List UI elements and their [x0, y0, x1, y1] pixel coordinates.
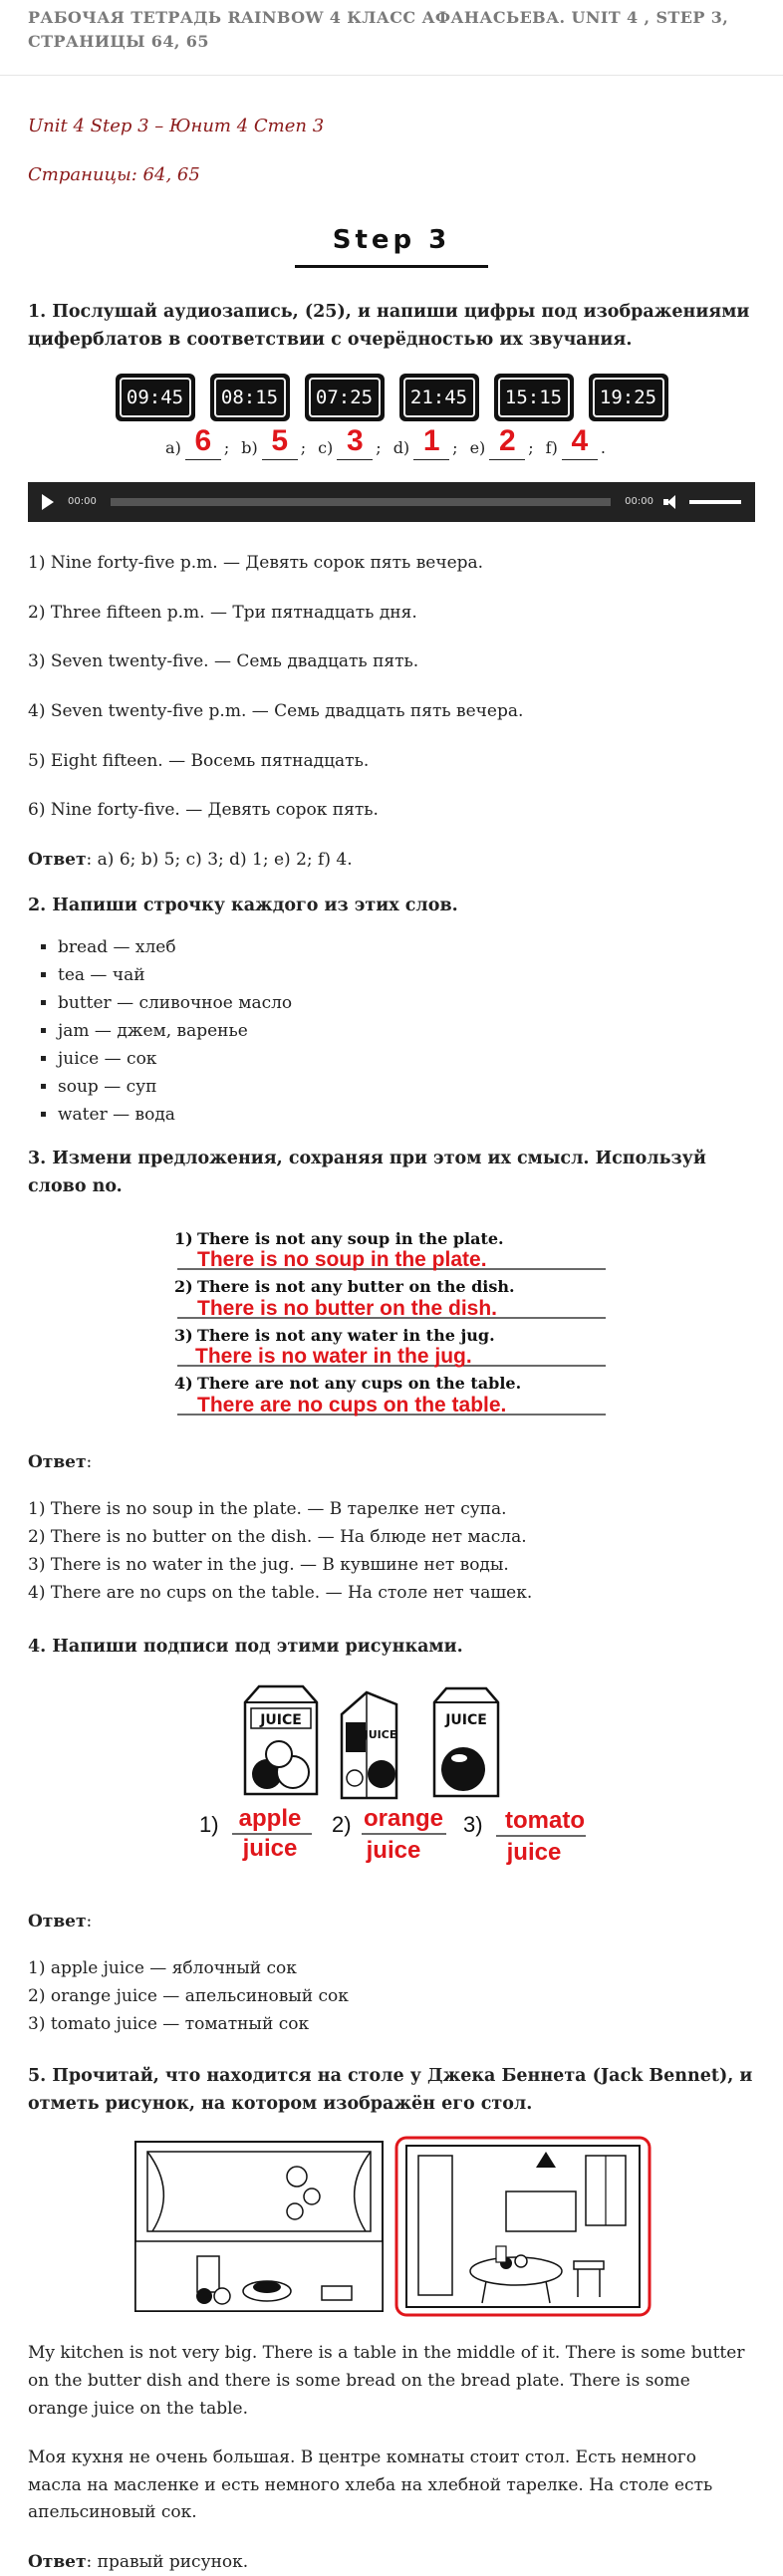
- total-time: 00:00: [625, 496, 653, 508]
- step-title: [28, 219, 755, 268]
- clock-answers: [28, 423, 755, 460]
- volume-icon[interactable]: [663, 495, 681, 509]
- caption-word: juice: [366, 1836, 421, 1864]
- task5-answer: [28, 2549, 755, 2576]
- task4-answers: [28, 1954, 755, 2038]
- answer-line: 4) There are no cups on the table. — На столе нет чашек.: [28, 1582, 533, 1603]
- box-label: JUICE: [260, 1711, 302, 1728]
- clock-a: [116, 374, 195, 421]
- clock-b-time: 08:15: [214, 378, 286, 417]
- answer-colon: :: [86, 1912, 93, 1932]
- caption-number: 2): [332, 1811, 352, 1837]
- task5-heading: 5. Прочитай, что находится на столе у Джека Беннета (Jack Bennet), и отметь рисунок, на котором изображён его стол.: [28, 2065, 753, 2114]
- clock-f-time: 19:25: [593, 378, 664, 417]
- answer-d: [393, 423, 458, 460]
- answer-letter: b): [241, 437, 258, 457]
- clock-a-time: 09:45: [120, 378, 191, 417]
- caption-word: orange: [363, 1804, 444, 1832]
- answer-separator: .: [600, 437, 606, 457]
- answer-separator: ;: [376, 437, 382, 457]
- task1-heading: 1. Послушай аудиозапись, (25), и напиши цифры под изображениями циферблатов в соответствии с очерёдностью их звучания.: [28, 302, 750, 351]
- item-number: 1): [174, 1229, 193, 1249]
- current-time: 00:00: [68, 496, 97, 508]
- left-kitchen-picture: [135, 2142, 383, 2311]
- juice-boxes-image: [28, 1674, 755, 1894]
- clock-d-time: 21:45: [403, 378, 475, 417]
- caption-number: 3): [463, 1811, 483, 1837]
- play-icon[interactable]: [42, 494, 54, 510]
- answer-number: 6: [185, 423, 221, 460]
- answer-letter: d): [392, 437, 410, 457]
- transcript-line: 2) Three fifteen p.m. — Три пятнадцать дня.: [28, 602, 417, 623]
- answer-line: 1) There is no soup in the plate. — В тарелке нет супа.: [28, 1498, 507, 1519]
- apple-juice-box: [245, 1686, 317, 1794]
- answer-letter: a): [165, 437, 181, 457]
- clock-faces: [28, 374, 755, 421]
- item-answer: There is no soup in the plate.: [197, 1248, 487, 1272]
- task4-answer-label: [28, 1909, 755, 1936]
- answer-b: [241, 423, 306, 460]
- answer-separator: ;: [528, 437, 534, 457]
- task3-answer-label: [28, 1449, 755, 1477]
- caption-word: juice: [242, 1834, 298, 1862]
- site-header: [0, 0, 783, 76]
- item-question: There is not any butter on the dish.: [197, 1277, 515, 1297]
- item-answer: There is no butter on the dish.: [197, 1297, 498, 1321]
- volume-slider[interactable]: [689, 500, 741, 504]
- clock-e: [494, 374, 574, 421]
- right-kitchen-picture: [396, 2138, 650, 2315]
- kitchen-pictures-image: [28, 2132, 755, 2321]
- item-answer: There are no cups on the table.: [197, 1394, 507, 1417]
- list-item: ▪ juice — сок: [58, 1045, 755, 1073]
- clock-c-time: 07:25: [309, 378, 381, 417]
- transcript-line: 1) Nine forty-five p.m. — Девять сорок пять вечера.: [28, 553, 484, 574]
- answer-a: [165, 423, 229, 460]
- clock-d: [399, 374, 479, 421]
- answer-text: : a) 6; b) 5; c) 3; d) 1; e) 2; f) 4.: [86, 849, 353, 870]
- answer-line: 2) orange juice — апельсиновый сок: [28, 1985, 349, 2006]
- answer-line: 2) There is no butter on the dish. — На блюде нет масла.: [28, 1526, 527, 1547]
- item-question: There is not any water in the jug.: [197, 1326, 495, 1346]
- item-number: 2): [174, 1277, 193, 1297]
- clock-b: [210, 374, 290, 421]
- item-question: There are not any cups on the table.: [197, 1374, 522, 1394]
- transcript-line: 5) Eight fifteen. — Восемь пятнадцать.: [28, 750, 370, 771]
- answer-label: Ответ: [28, 849, 87, 870]
- answer-line: 3) tomato juice — томатный сок: [28, 2013, 310, 2034]
- answer-letter: c): [318, 437, 334, 457]
- task4-heading: 4. Напиши подписи под этими рисунками.: [28, 1636, 463, 1657]
- sentences-exercise-image: [28, 1214, 755, 1423]
- answer-label: Ответ: [28, 1912, 87, 1932]
- answer-separator: ;: [223, 437, 230, 457]
- list-item: ▪ soup — суп: [58, 1073, 755, 1101]
- answer-line: 1) apple juice — яблочный сок: [28, 1957, 297, 1978]
- answer-number: 3: [337, 423, 373, 460]
- answer-number: 5: [262, 423, 298, 460]
- unit-line: Unit 4 Step 3 – Юнит 4 Степ 3: [28, 116, 325, 136]
- clock-f: [589, 374, 668, 421]
- tomato-juice-box: [434, 1688, 498, 1796]
- box-label: JUICE: [364, 1727, 397, 1741]
- caption-word: juice: [506, 1838, 562, 1866]
- answer-line: 3) There is no water in the jug. — В кувшине нет воды.: [28, 1554, 509, 1575]
- list-item: ▪ water — вода: [58, 1101, 755, 1129]
- caption-number: 1): [199, 1811, 219, 1837]
- clock-c: [305, 374, 385, 421]
- answer-letter: f): [545, 437, 558, 457]
- answer-c: [318, 423, 382, 460]
- transcript-line: 6) Nine forty-five. — Девять сорок пять.: [28, 800, 379, 821]
- list-item: ▪ bread — хлеб: [58, 933, 755, 961]
- item-question: There is not any soup in the plate.: [197, 1229, 504, 1249]
- answer-label: Ответ: [28, 2551, 87, 2572]
- caption-word: apple: [238, 1804, 302, 1832]
- page-title: РАБОЧАЯ ТЕТРАДЬ RAINBOW 4 КЛАСС АФАНАСЬЕВА. UNIT 4 , STEP 3, СТРАНИЦЫ 64, 65: [28, 8, 729, 51]
- task2-heading: 2. Напиши строчку каждого из этих слов.: [28, 896, 458, 916]
- task3-answers: [28, 1495, 755, 1607]
- answer-text: : правый рисунок.: [86, 2551, 249, 2572]
- pages-line: Страницы: 64, 65: [28, 164, 200, 186]
- item-answer: There is no water in the jug.: [195, 1345, 472, 1369]
- answer-separator: ;: [300, 437, 307, 457]
- clock-e-time: 15:15: [498, 378, 570, 417]
- task1-answer: [28, 847, 755, 875]
- box-label: JUICE: [445, 1711, 487, 1728]
- list-item: ▪ tea — чай: [58, 961, 755, 989]
- answer-label: Ответ: [28, 1452, 87, 1472]
- transcript-line: 4) Seven twenty-five p.m. — Семь двадцать пять вечера.: [28, 701, 524, 722]
- step-title-text: Step 3: [295, 219, 489, 268]
- transcript-line: 3) Seven twenty-five. — Семь двадцать пять.: [28, 651, 419, 672]
- list-item: ▪ butter — сливочное масло: [58, 989, 755, 1017]
- task5-text-ru: Моя кухня не очень большая. В центре комнаты стоит стол. Есть немного масла на масленке и есть немного хлеба на хлебной тарелке. На столе есть апельсиновый сок.: [28, 2447, 713, 2523]
- seek-bar[interactable]: [111, 498, 611, 506]
- answer-f: [546, 423, 606, 460]
- answer-colon: :: [86, 1452, 93, 1472]
- task3-heading: 3. Измени предложения, сохраняя при этом их смысл. Используй слово no.: [28, 1149, 706, 1197]
- caption-word: tomato: [505, 1806, 585, 1834]
- item-number: 3): [174, 1326, 193, 1346]
- orange-juice-box: [342, 1692, 396, 1798]
- answer-number: 4: [562, 423, 598, 460]
- list-item: ▪ jam — джем, варенье: [58, 1017, 755, 1045]
- answer-e: [470, 423, 534, 460]
- audio-player: [28, 482, 755, 522]
- answer-separator: ;: [452, 437, 458, 457]
- answer-number: 2: [489, 423, 525, 460]
- word-list: [28, 933, 755, 1129]
- answer-letter: e): [469, 437, 486, 457]
- article-content: [0, 112, 783, 2576]
- answer-number: 1: [413, 423, 449, 460]
- item-number: 4): [174, 1374, 193, 1394]
- task5-text-en: My kitchen is not very big. There is a table in the middle of it. There is some butter on the butter dish and there is some bread on the bread plate. There is some orange juice on the table.: [28, 2343, 745, 2419]
